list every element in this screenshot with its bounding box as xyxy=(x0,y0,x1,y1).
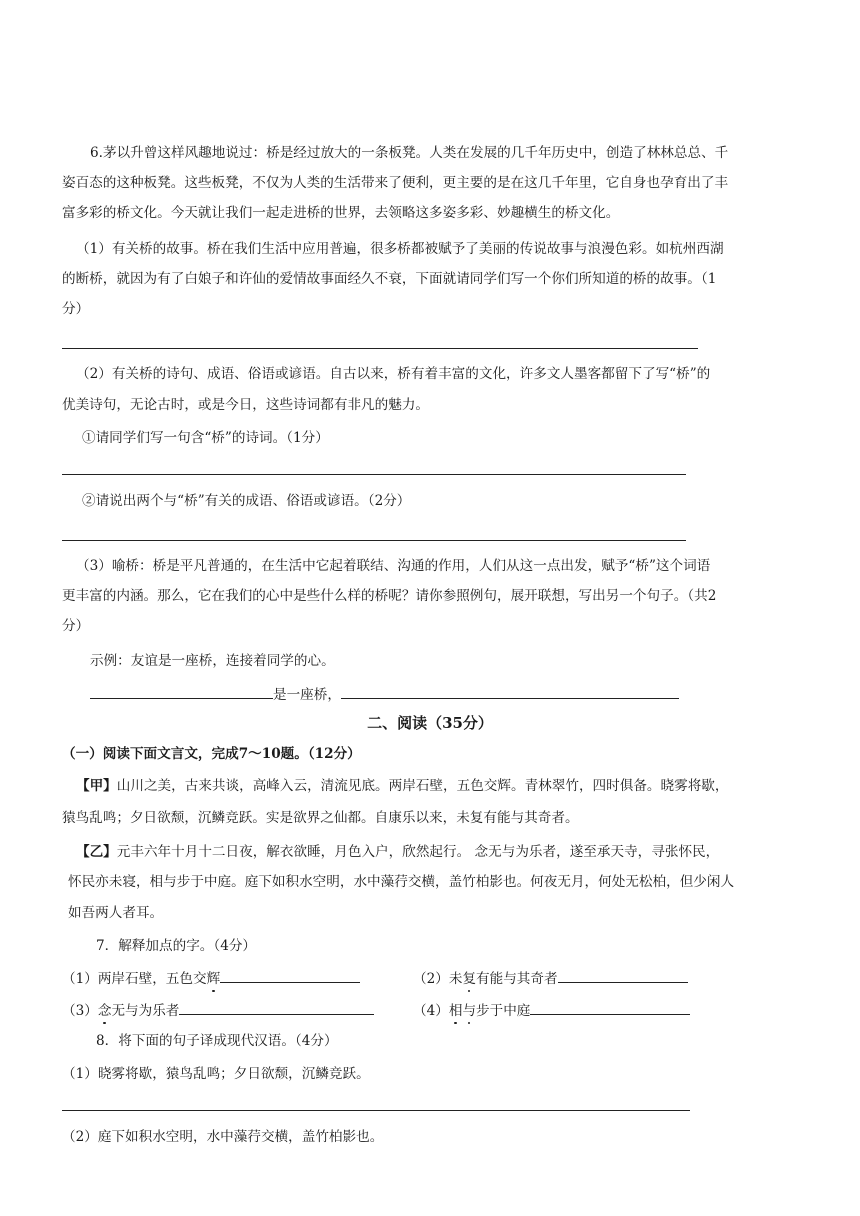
section-heading: 二、阅读（35分） xyxy=(367,714,493,732)
q7-blank-2[interactable] xyxy=(558,967,688,983)
q6-part3-line-2: 更丰富的内涵。那么，它在我们的心中是些什么样的桥呢？请你参照例句，展开联想，写出另一个句子。（共2 xyxy=(62,588,717,604)
yi-label: 【乙】 xyxy=(76,844,117,860)
answer-line-q8-1[interactable] xyxy=(62,1110,690,1111)
jia-line-1 xyxy=(76,776,729,796)
jia-line-2: 猿鸟乱鸣；夕日欲颓，沉鳞竞跃。实是欲界之仙都。自康乐以来，未复有能与其奇者。 xyxy=(62,810,579,826)
jia-text-1: 山川之美，古来共谈，高峰入云，清流见底。两岸石壁，五色交辉。青林翠竹，四时俱备。晓雾将歇， xyxy=(116,778,729,794)
q8-sentence-1: （1）晓雾将歇，猿鸟乱鸣；夕日欲颓，沉鳞竞跃。 xyxy=(62,1066,370,1082)
q7-blank-4[interactable] xyxy=(530,999,690,1015)
dotted-char: 念 xyxy=(97,1003,112,1019)
q6-part1-line-3: 分） xyxy=(62,301,90,317)
q6-part1-line-2: 的断桥，就因为有了白娘子和许仙的爱情故事面经久不衰，下面就请同学们写一个你们所知道的桥的故事。（1 xyxy=(62,271,717,287)
q6-intro-line-3: 富多彩的桥文化。今天就让我们一起走进桥的世界，去领略这多姿多彩、妙趣横生的桥文化。 xyxy=(62,205,620,221)
part1-title: （一）阅读下面文言文，完成7～10题。（12分） xyxy=(62,746,361,762)
fill-blank-left[interactable] xyxy=(90,683,273,699)
answer-line-q6-1[interactable] xyxy=(62,348,698,349)
q8-sentence-2: （2）庭下如积水空明，水中藻荇交横，盖竹柏影也。 xyxy=(62,1129,384,1145)
q7-item-1 xyxy=(62,967,360,989)
q7-stem: 7．解释加点的字。（4分） xyxy=(96,938,257,954)
q6-fill-sentence xyxy=(90,683,679,705)
q6-part3-line-1: （3）喻桥：桥是平凡普通的，在生活中它起着联结、沟通的作用，人们从这一点出发，赋予“桥”这个词语 xyxy=(76,558,711,574)
dotted-char: 相 xyxy=(448,1003,463,1019)
yi-text-1: 元丰六年十月十二日夜，解衣欲睡，月色入户，欣然起行。 念无与为乐者，遂至承天寺，寻张怀民， xyxy=(116,844,720,860)
yi-line-1 xyxy=(76,842,719,862)
q6-part2-a: ①请同学们写一句含“桥”的诗词。（1分） xyxy=(82,430,329,446)
q6-example: 示例：友谊是一座桥，连接着同学的心。 xyxy=(90,653,335,669)
q7-item-4-pre: （4） xyxy=(413,1003,449,1019)
dotted-char: 复 xyxy=(462,971,477,987)
q7-item-2-pre: （2）未 xyxy=(413,971,463,987)
q6-intro-line-2: 姿百态的这种板凳。这些板凳，不仅为人类的生活带来了便利，更主要的是在这几千年里，它自身也孕育出了丰 xyxy=(62,175,729,191)
q7-item-4 xyxy=(413,999,690,1021)
q6-part2-line-1: （2）有关桥的诗句、成语、俗语或谚语。自古以来，桥有着丰富的文化，许多文人墨客都留下了写“桥”的 xyxy=(76,366,711,382)
q7-blank-3[interactable] xyxy=(179,999,374,1015)
q7-item-1-text: （1）两岸石壁，五色交 xyxy=(62,971,207,987)
q6-part2-b: ②请说出两个与“桥”有关的成语、俗语或谚语。（2分） xyxy=(82,493,411,509)
q7-blank-1[interactable] xyxy=(220,967,360,983)
q7-item-2-post: 有能与其奇者 xyxy=(476,971,558,987)
jia-label: 【甲】 xyxy=(76,778,117,794)
answer-line-q6-2a[interactable] xyxy=(62,474,686,475)
q7-item-4-post: 步于中庭 xyxy=(476,1003,531,1019)
yi-line-3: 如吾两人者耳。 xyxy=(68,905,164,921)
q6-intro-line-1: 6.茅以升曾这样风趣地说过：桥是经过放大的一条板凳。人类在发展的几千年历史中，创造了林林总总、千 xyxy=(90,145,729,161)
q7-item-2 xyxy=(413,967,688,989)
fill-middle-text: 是一座桥， xyxy=(273,687,341,703)
q7-item-3-post: 无与为乐者 xyxy=(111,1003,180,1019)
dotted-char: 辉 xyxy=(206,971,221,987)
q7-item-3-pre: （3） xyxy=(62,1003,98,1019)
answer-line-q6-2b[interactable] xyxy=(62,540,686,541)
q8-stem: 8．将下面的句子译成现代汉语。（4分） xyxy=(96,1033,338,1049)
yi-line-2: 怀民亦未寝，相与步于中庭。庭下如积水空明，水中藻荇交横，盖竹柏影也。何夜无月，何处无松柏，但少闲人 xyxy=(68,874,735,890)
q7-item-3 xyxy=(62,999,374,1021)
q6-part1-line-1: （1）有关桥的故事。桥在我们生活中应用普遍，很多桥都被赋予了美丽的传说故事与浪漫色彩。如杭州西湖 xyxy=(76,241,724,257)
q6-part3-line-3: 分） xyxy=(62,618,90,634)
q6-part2-line-2: 优美诗句，无论古时，或是今日，这些诗词都有非凡的魅力。 xyxy=(62,397,430,413)
dotted-char: 与 xyxy=(462,1003,477,1019)
fill-blank-right[interactable] xyxy=(341,683,679,699)
